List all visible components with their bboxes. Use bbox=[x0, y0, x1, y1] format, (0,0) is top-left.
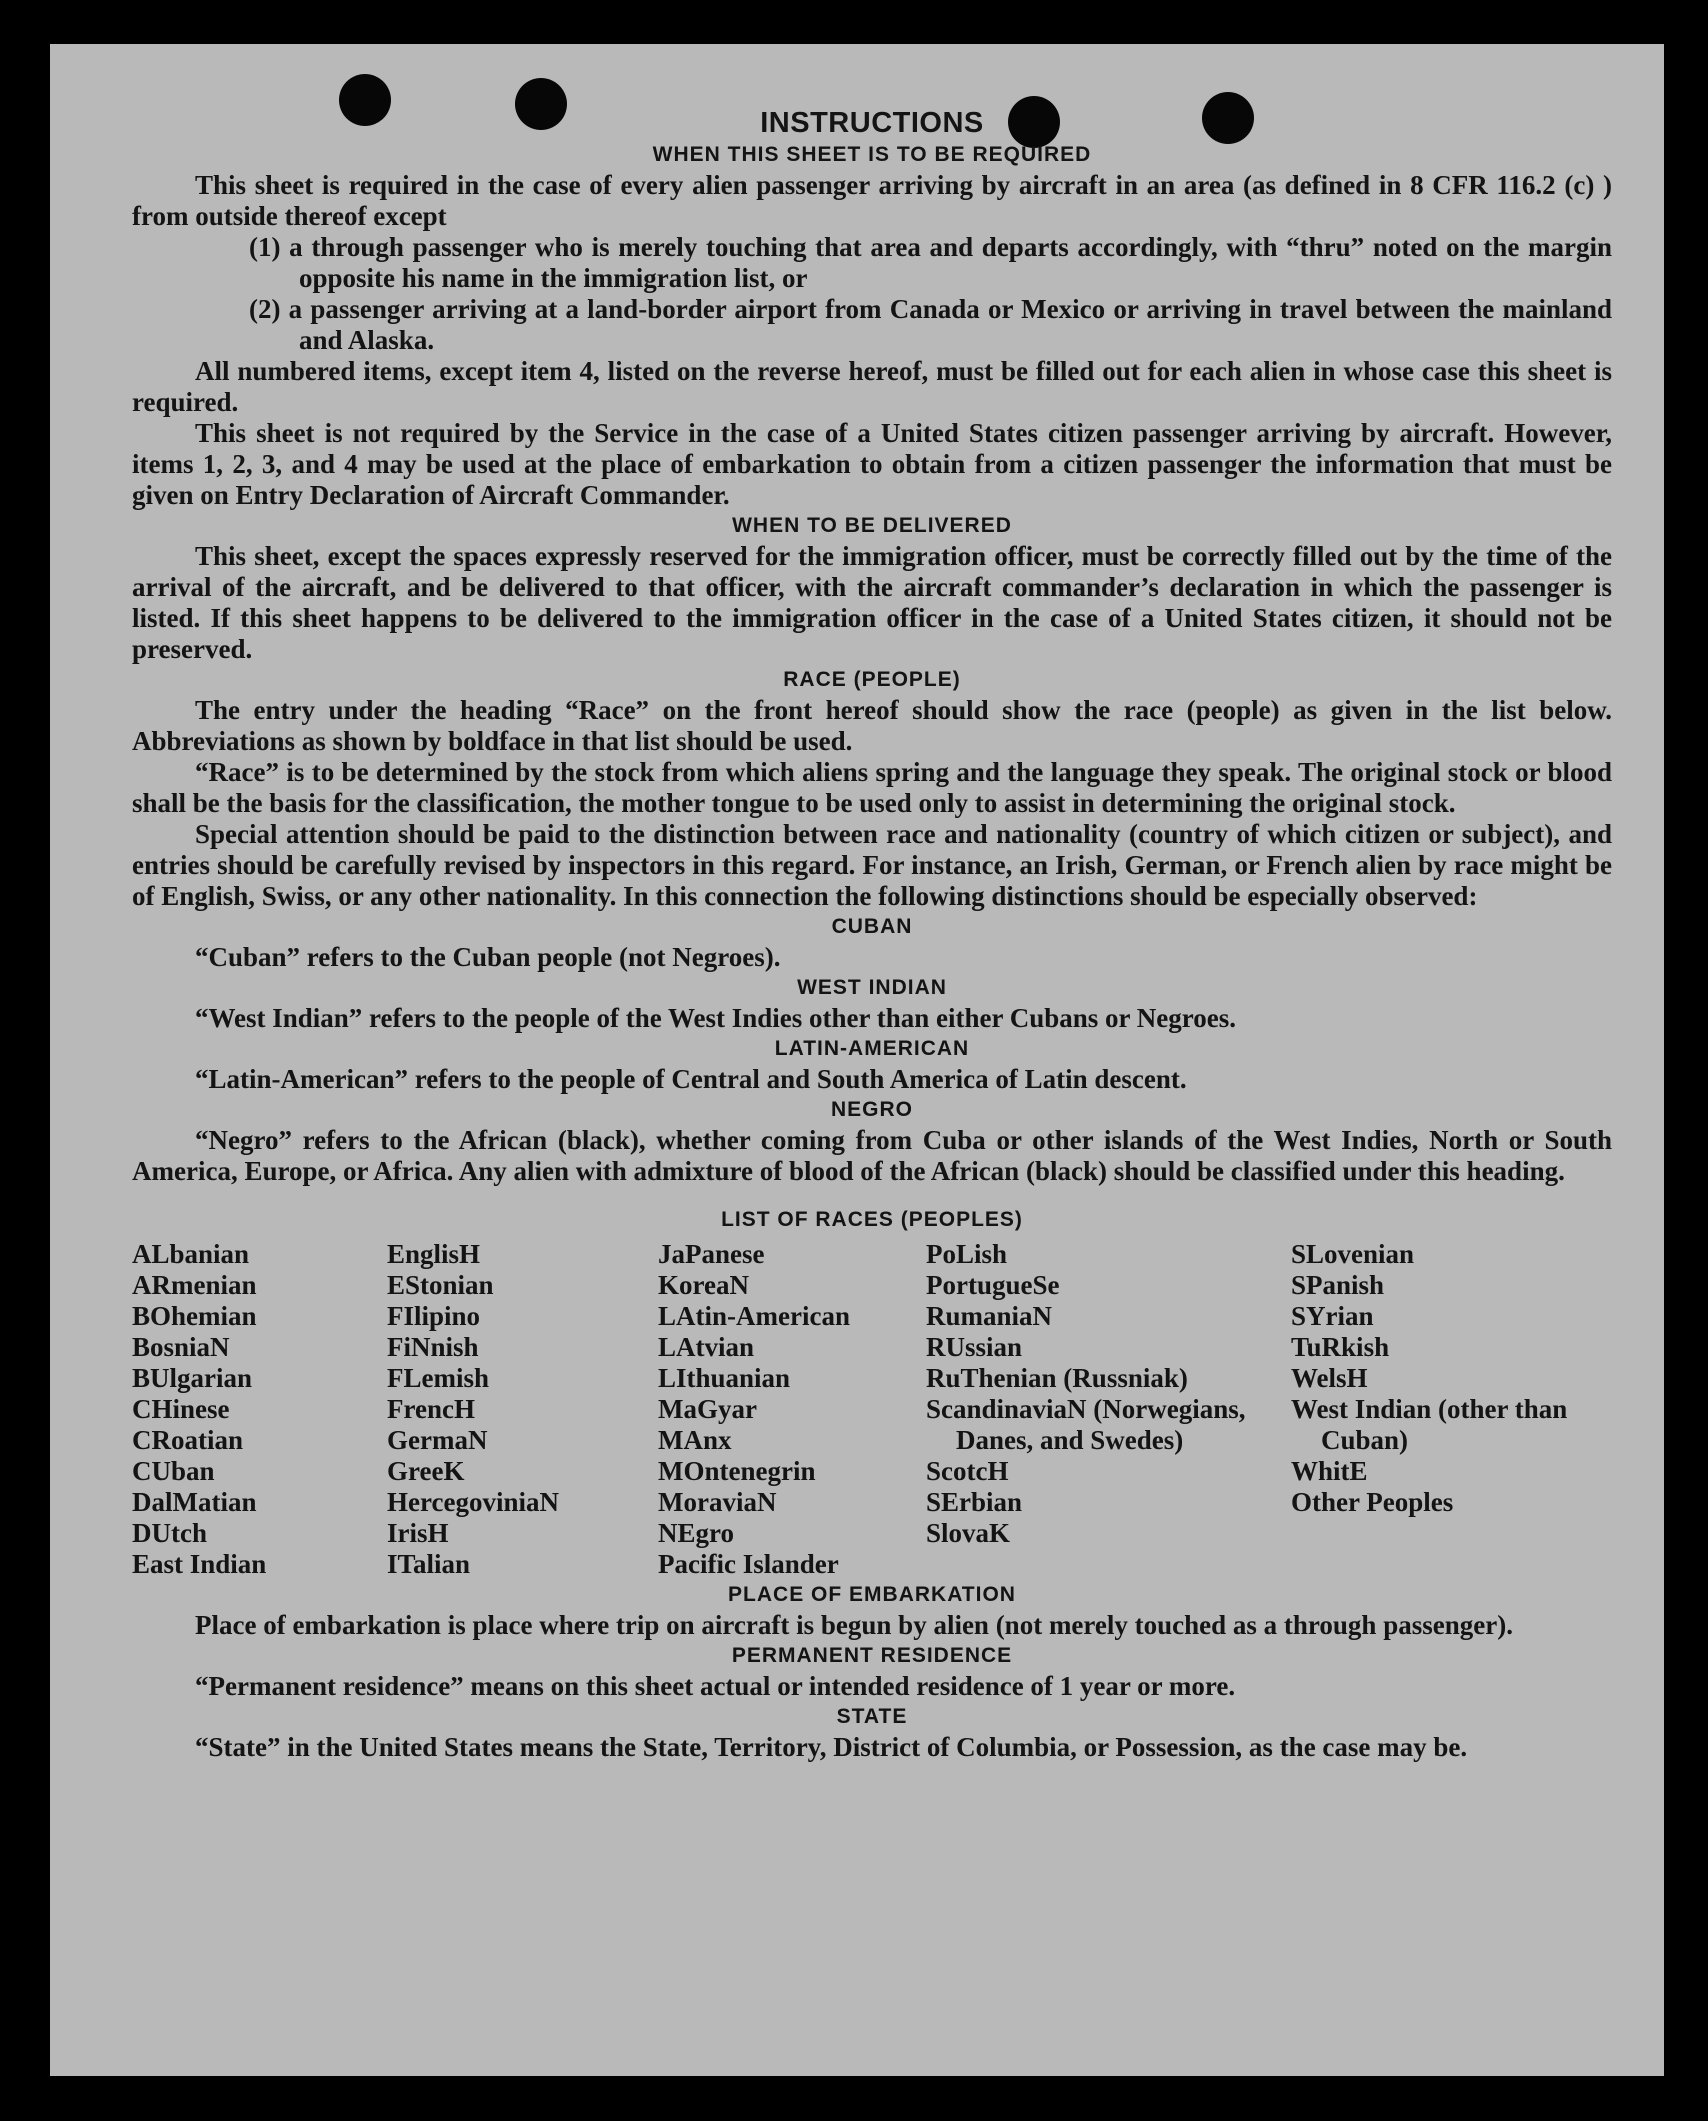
race-entry: TuRkish bbox=[1291, 1332, 1390, 1362]
race-entry: SYrian bbox=[1291, 1301, 1374, 1331]
section-heading: PERMANENT RESIDENCE bbox=[731, 1644, 1013, 1667]
race-entry: LAtvian bbox=[658, 1332, 755, 1362]
race-entry: East Indian bbox=[132, 1549, 267, 1579]
race-entry: FrencH bbox=[387, 1394, 475, 1424]
list-item: (2) a passenger arriving at a land-border airport from Canada or Mexico or arriving in travel between the mainland and Alaska. bbox=[249, 294, 1612, 355]
race-entry: PoLish bbox=[926, 1239, 1008, 1269]
paragraph: This sheet is not required by the Service in the case of a United States citizen passenger arriving by aircraft. However, items 1, 2, 3, and 4 may be used at the place of embarkation to obtain from a citizen passenger the information that must be given on Entry Declaration of Aircraft Commander. bbox=[132, 418, 1612, 510]
race-entry: Pacific Islander bbox=[658, 1549, 839, 1579]
race-entry: ScandinaviaN (Norwegians, Danes, and Swedes) bbox=[926, 1394, 1246, 1455]
race-entry: RUssian bbox=[926, 1332, 1023, 1362]
race-entry: DalMatian bbox=[132, 1487, 257, 1517]
page-title: INSTRUCTIONS bbox=[760, 107, 984, 139]
race-entry: MOntenegrin bbox=[658, 1456, 816, 1486]
race-entry: CUban bbox=[132, 1456, 215, 1486]
race-entry: JaPanese bbox=[658, 1239, 765, 1269]
section-heading: STATE bbox=[836, 1705, 908, 1728]
document-sheet bbox=[50, 44, 1664, 2076]
race-entry: Other Peoples bbox=[1291, 1487, 1454, 1517]
race-entry: BOhemian bbox=[132, 1301, 257, 1331]
paragraph: Place of embarkation is place where trip on aircraft is begun by alien (not merely touched as a through passenger). bbox=[195, 1610, 1513, 1640]
section-heading: RACE (PEOPLE) bbox=[783, 668, 961, 691]
race-column bbox=[926, 1239, 1291, 1580]
race-entry: RumaniaN bbox=[926, 1301, 1053, 1331]
paragraph: Special attention should be paid to the distinction between race and nationality (country of which citizen or subject), and entries should be carefully revised by inspectors in this regard. For instance, an Irish, German, or French alien by race might be of English, Swiss, or any other nationality. In this connection the following distinctions should be especially observed: bbox=[132, 819, 1612, 911]
race-entry: WhitE bbox=[1291, 1456, 1368, 1486]
race-entry: PortugueSe bbox=[926, 1270, 1060, 1300]
race-entry: MAnx bbox=[658, 1425, 732, 1455]
race-column bbox=[658, 1239, 926, 1580]
race-column bbox=[387, 1239, 658, 1580]
race-entry: SPanish bbox=[1291, 1270, 1385, 1300]
race-entry: DUtch bbox=[132, 1518, 207, 1548]
section-heading: LATIN-AMERICAN bbox=[774, 1037, 970, 1060]
race-entry: CRoatian bbox=[132, 1425, 244, 1455]
race-entry: BosniaN bbox=[132, 1332, 230, 1362]
race-entry: MoraviaN bbox=[658, 1487, 777, 1517]
race-entry: ITalian bbox=[387, 1549, 471, 1579]
race-entry: ScotcH bbox=[926, 1456, 1009, 1486]
race-entry: KoreaN bbox=[658, 1270, 749, 1300]
paragraph: “West Indian” refers to the people of the West Indies other than either Cubans or Negroes. bbox=[195, 1003, 1237, 1033]
race-column bbox=[132, 1239, 387, 1580]
race-column bbox=[1291, 1239, 1612, 1580]
race-entry: RuThenian (Russniak) bbox=[926, 1363, 1188, 1393]
race-entry: FLemish bbox=[387, 1363, 490, 1393]
race-entry: FIlipino bbox=[387, 1301, 481, 1331]
race-entry: ALbanian bbox=[132, 1239, 250, 1269]
section-heading: CUBAN bbox=[831, 915, 913, 938]
paragraph: “Permanent residence” means on this sheet actual or intended residence of 1 year or more. bbox=[195, 1671, 1236, 1701]
list-item: (1) a through passenger who is merely touching that area and departs accordingly, with “thru” noted on the margin opposite his name in the immigration list, or bbox=[249, 232, 1612, 293]
paragraph: “Cuban” refers to the Cuban people (not Negroes). bbox=[195, 942, 781, 972]
race-entry: HercegoviniaN bbox=[387, 1487, 559, 1517]
paragraph: The entry under the heading “Race” on the front hereof should show the race (people) as given in the list below. Abbreviations as shown by boldface in that list should be used. bbox=[132, 695, 1612, 756]
paragraph: “Latin-American” refers to the people of Central and South America of Latin descent. bbox=[195, 1064, 1187, 1094]
paragraph: “Negro” refers to the African (black), whether coming from Cuba or other islands of the West Indies, North or South America, Europe, or Africa. Any alien with admixture of blood of the African (black) should be classified under this heading. bbox=[132, 1125, 1612, 1186]
paragraph: “Race” is to be determined by the stock from which aliens spring and the language they speak. The original stock or blood shall be the basis for the classification, the mother tongue to be used only to assist in determining the original stock. bbox=[132, 757, 1612, 818]
race-entry: IrisH bbox=[387, 1518, 449, 1548]
paragraph: This sheet, except the spaces expressly reserved for the immigration officer, must be correctly filled out by the time of the arrival of the aircraft, and be delivered to that officer, with the aircraft commander’s declaration in which the passenger is listed. If this sheet happens to be delivered to the immigration officer in the case of a United States citizen, it should not be preserved. bbox=[132, 541, 1612, 664]
race-entry: CHinese bbox=[132, 1394, 230, 1424]
section-heading: NEGRO bbox=[830, 1098, 913, 1121]
race-entry: GermaN bbox=[387, 1425, 488, 1455]
section-heading: WEST INDIAN bbox=[797, 976, 947, 999]
race-entry: LIthuanian bbox=[658, 1363, 791, 1393]
race-entry: MaGyar bbox=[658, 1394, 757, 1424]
race-entry: LAtin-American bbox=[658, 1301, 850, 1331]
race-entry: SErbian bbox=[926, 1487, 1023, 1517]
section-heading: WHEN TO BE DELIVERED bbox=[732, 514, 1012, 537]
race-entry: ARmenian bbox=[132, 1270, 257, 1300]
section-heading: PLACE OF EMBARKATION bbox=[728, 1583, 1016, 1606]
paragraph: “State” in the United States means the State, Territory, District of Columbia, or Possession, as the case may be. bbox=[195, 1732, 1468, 1762]
section-heading: WHEN THIS SHEET IS TO BE REQUIRED bbox=[652, 143, 1092, 166]
race-entry: EStonian bbox=[387, 1270, 494, 1300]
race-list bbox=[132, 1239, 1612, 1580]
race-entry: SLovenian bbox=[1291, 1239, 1415, 1269]
instructions-content bbox=[132, 106, 1612, 1763]
race-entry: NEgro bbox=[658, 1518, 735, 1548]
race-entry: SlovaK bbox=[926, 1518, 1011, 1548]
race-entry: GreeK bbox=[387, 1456, 465, 1486]
race-entry: EnglisH bbox=[387, 1239, 481, 1269]
paragraph: This sheet is required in the case of every alien passenger arriving by aircraft in an area (as defined in 8 CFR 116.2 (c) ) from outside thereof except bbox=[132, 170, 1612, 231]
race-entry: WelsH bbox=[1291, 1363, 1368, 1393]
section-heading: LIST OF RACES (PEOPLES) bbox=[721, 1208, 1023, 1231]
race-entry: BUlgarian bbox=[132, 1363, 253, 1393]
paragraph: All numbered items, except item 4, listed on the reverse hereof, must be filled out for each alien in whose case this sheet is required. bbox=[132, 356, 1612, 417]
race-entry: FiNnish bbox=[387, 1332, 479, 1362]
race-entry: West Indian (other than Cuban) bbox=[1291, 1394, 1568, 1455]
